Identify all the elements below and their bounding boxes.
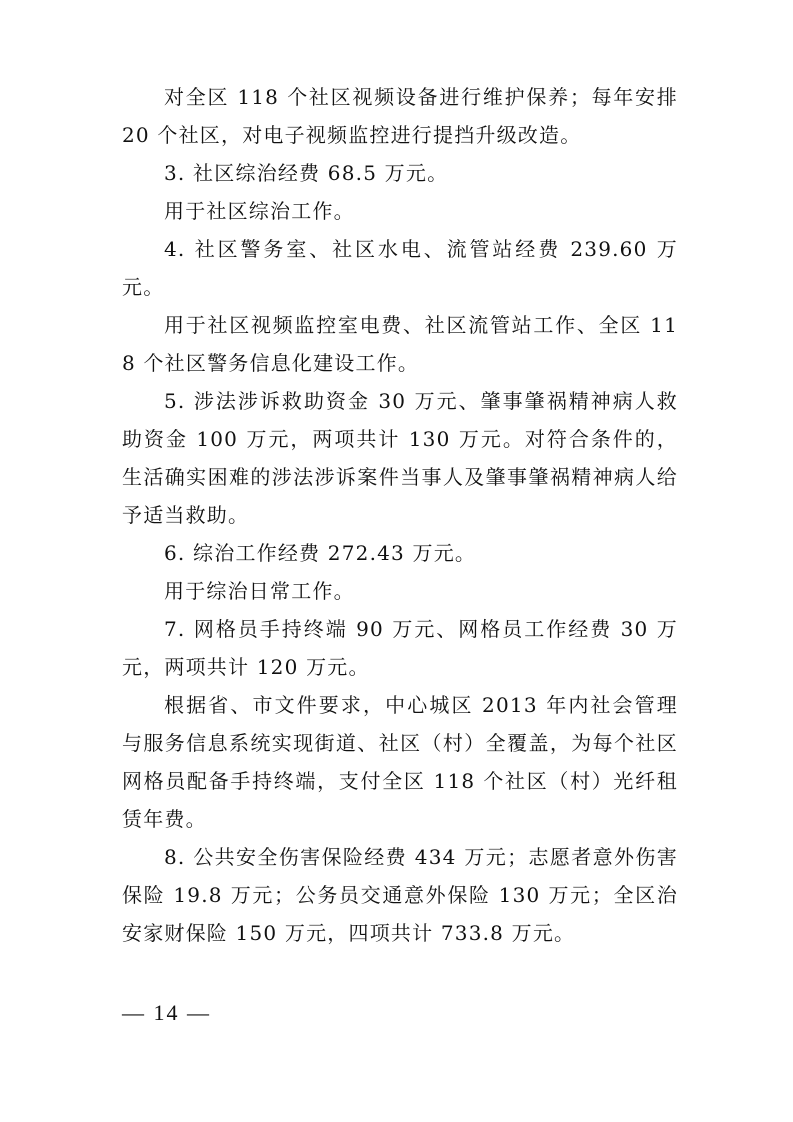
paragraph-item-6-title: 6. 综治工作经费 272.43 万元。 [164, 541, 477, 565]
paragraph-item-3-usage: 用于社区综治工作。 [164, 199, 355, 223]
paragraph-item-7-detail: 根据省、市文件要求，中心城区 2013 年内社会管理与服务信息系统实现街道、社区（村）全覆盖，为每个社区网格员配备手持终端，支付全区 118 个社区（村）光纤租赁年费。 [122, 693, 678, 831]
paragraph-item-6-usage: 用于综治日常工作。 [164, 579, 355, 603]
document-body [122, 78, 678, 952]
paragraph-item-4-usage: 用于社区视频监控室电费、社区流管站工作、全区 118 个社区警务信息化建设工作。 [122, 313, 678, 375]
paragraph-item-8: 8. 公共安全伤害保险经费 434 万元；志愿者意外伤害保险 19.8 万元；公务员交通意外保险 130 万元；全区治安家财保险 150 万元，四项共计 733.8 万元。 [122, 845, 678, 945]
paragraph-item-5: 5. 涉法涉诉救助资金 30 万元、肇事肇祸精神病人救助资金 100 万元，两项共计 130 万元。对符合条件的，生活确实困难的涉法涉诉案件当事人及肇事肇祸精神病人给予适当救助。 [122, 389, 678, 527]
paragraph-item-4-title: 4. 社区警务室、社区水电、流管站经费 239.60 万元。 [122, 237, 678, 299]
paragraph-item-3-title: 3. 社区综治经费 68.5 万元。 [164, 161, 449, 185]
paragraph-video-maintenance: 对全区 118 个社区视频设备进行维护保养；每年安排 20 个社区，对电子视频监控进行提挡升级改造。 [122, 85, 678, 147]
page-number: — 14 — [122, 1000, 211, 1025]
paragraph-item-7-title: 7. 网格员手持终端 90 万元、网格员工作经费 30 万元，两项共计 120 万元。 [122, 617, 678, 679]
